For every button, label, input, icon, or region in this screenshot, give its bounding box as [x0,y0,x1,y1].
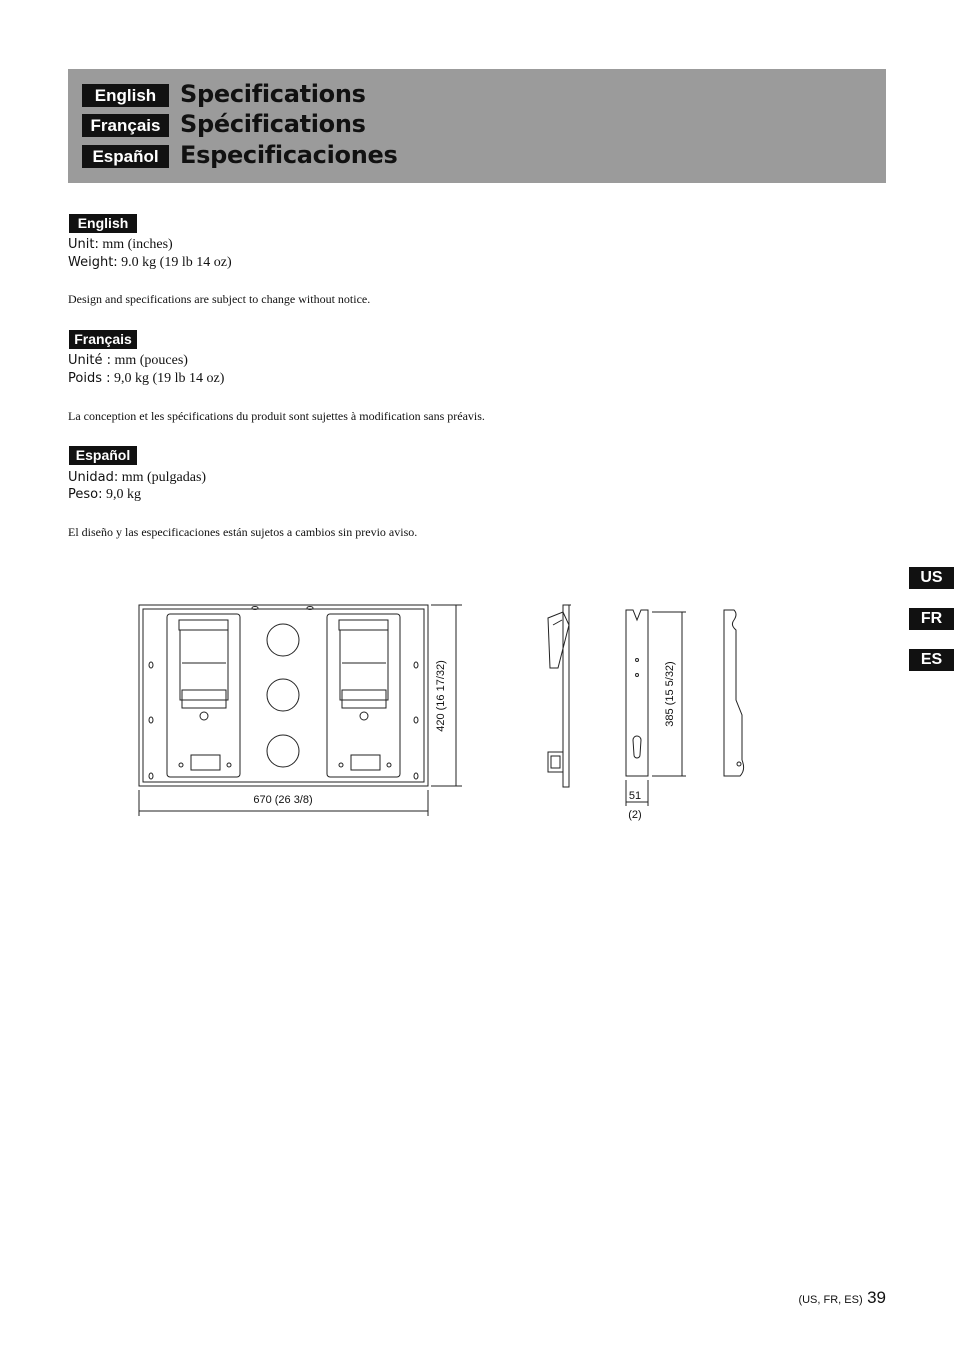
hook-profile-view [724,610,744,776]
change-notice: La conception et les spécifications du produit sont sujettes à modification sans préavis. [68,409,485,423]
unit-value: mm (pulgadas) [121,470,207,485]
unit-label: Unidad: [68,470,119,485]
page-title: Spécifications [180,110,366,138]
bracket-view [626,610,686,806]
unit-value: mm (inches) [102,237,173,252]
unit-value: mm (pouces) [114,353,188,368]
language-tag: Español [82,145,169,168]
side-view [548,605,571,787]
page-number: 39 [867,1288,886,1307]
side-tab-es: ES [909,649,954,671]
change-notice: Design and specifications are subject to change without notice. [68,292,371,306]
weight-value: 9,0 kg [105,487,141,502]
section-tag-french: Français [69,330,137,349]
page-title: Especificaciones [180,141,398,169]
bracket-depth-dimension: 51 [628,790,642,802]
front-view [139,605,462,816]
unit-label: Unité : [68,353,111,368]
bracket-depth-inches: (2) [628,809,642,821]
side-tab-fr: FR [909,608,954,630]
bracket-height-dimension: 385 (15 5/32) [664,661,676,727]
weight-label: Poids : [68,371,111,386]
height-dimension: 420 (16 17/32) [435,660,447,732]
section-tag-spanish: Español [69,446,137,465]
page-footer [798,1288,886,1308]
weight-label: Weight: [68,255,118,270]
weight-value: 9,0 kg (19 lb 14 oz) [113,371,225,386]
language-tag: Français [82,114,169,137]
change-notice: El diseño y las especificaciones están sujetos a cambios sin previo aviso. [68,525,418,539]
weight-label: Peso: [68,487,103,502]
language-tag: English [82,84,169,107]
unit-label: Unit: [68,237,99,252]
width-dimension: 670 (26 3/8) [253,794,313,806]
weight-value: 9.0 kg (19 lb 14 oz) [121,255,232,270]
section-tag-english: English [69,214,137,233]
side-tab-us: US [909,567,954,589]
page-title: Specifications [180,80,366,108]
footer-languages: (US, FR, ES) [798,1294,863,1306]
